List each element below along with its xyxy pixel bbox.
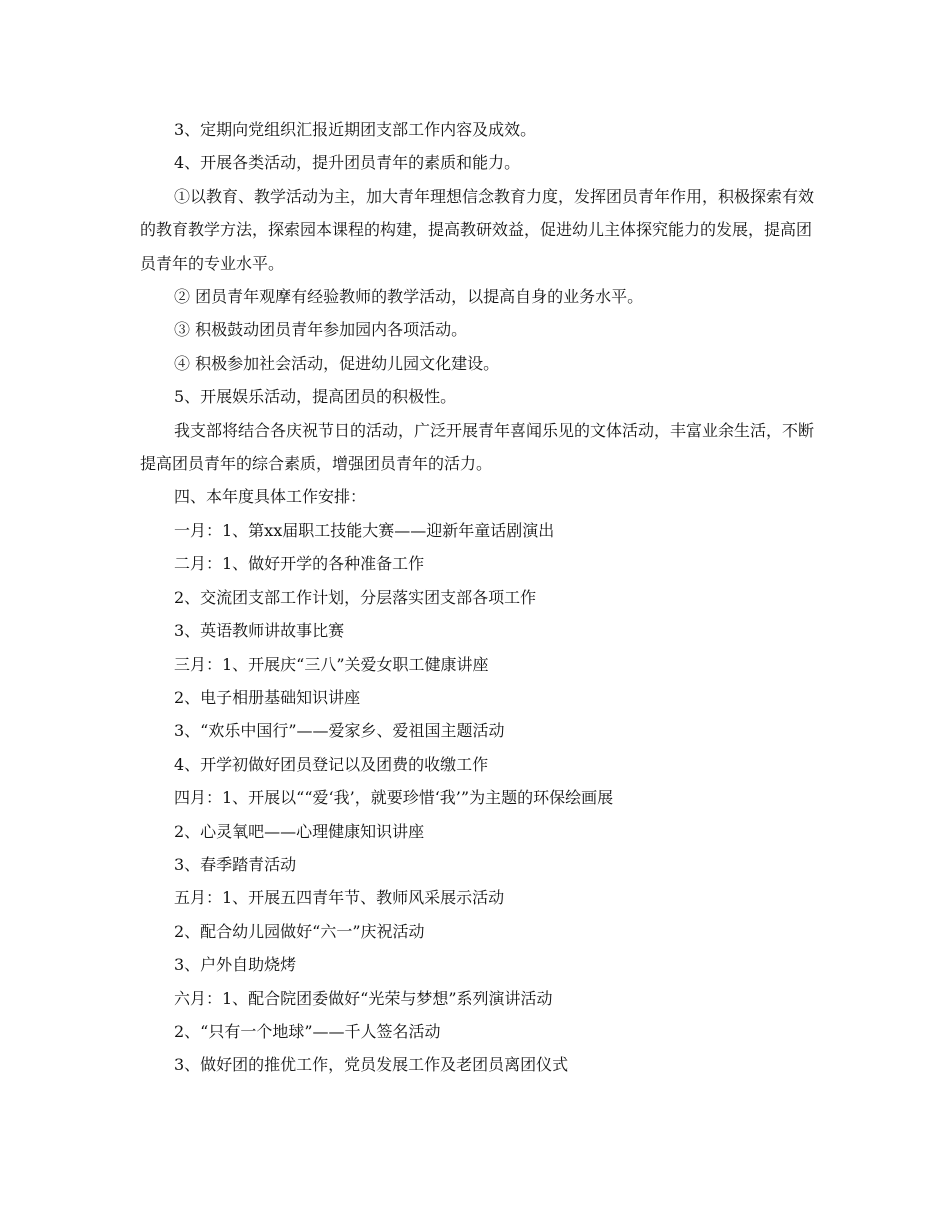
paragraph: 3、定期向党组织汇报近期团支部工作内容及成效。	[174, 120, 537, 139]
paragraph: 4、开展各类活动，提升团员青年的素质和能力。	[174, 153, 521, 173]
paragraph: ③ 积极鼓动团员青年参加园内各项活动。	[174, 320, 468, 340]
document-body	[140, 113, 820, 1082]
paragraph: 2、配合幼儿园做好“六一”庆祝活动	[174, 921, 425, 941]
paragraph: 5、开展娱乐活动，提高团员的积极性。	[174, 387, 457, 407]
paragraph: 四月：1、开展以““爱‘我’，就要珍惜‘我’”为主题的环保绘画展	[174, 788, 614, 808]
paragraph: ④ 积极参加社会活动，促进幼儿园文化建设。	[174, 353, 500, 373]
paragraph: ①以教育、教学活动为主，加大青年理想信念教育力度，发挥团员青年作用，积极探索有效的教育教学方法，探索园本课程的构建，提高教研效益，促进幼儿主体探究能力的发展，提高团员青年的专业水平。	[140, 186, 815, 273]
paragraph: 2、电子相册基础知识讲座	[174, 687, 361, 707]
paragraph: 2、“只有一个地球”——千人签名活动	[174, 1021, 441, 1041]
paragraph: 3、做好团的推优工作，党员发展工作及老团员离团仪式	[174, 1055, 569, 1075]
paragraph: 3、“欢乐中国行”——爱家乡、爱祖国主题活动	[174, 721, 505, 741]
paragraph: 三月：1、开展庆“三八”关爱女职工健康讲座	[174, 654, 489, 674]
paragraph: 我支部将结合各庆祝节日的活动，广泛开展青年喜闻乐见的文体活动，丰富业余生活，不断提高团员青年的综合素质，增强团员青年的活力。	[140, 420, 815, 474]
paragraph: ② 团员青年观摩有经验教师的教学活动，以提高自身的业务水平。	[174, 287, 644, 307]
paragraph: 2、交流团支部工作计划，分层落实团支部各项工作	[174, 587, 537, 607]
paragraph: 3、春季踏青活动	[174, 854, 297, 874]
paragraph: 4、开学初做好团员登记以及团费的收缴工作	[174, 754, 489, 774]
paragraph: 一月：1、第xx届职工技能大赛——迎新年童话剧演出	[174, 520, 555, 540]
paragraph: 五月：1、开展五四青年节、教师风采展示活动	[174, 888, 505, 908]
paragraph: 3、英语教师讲故事比赛	[174, 621, 345, 641]
paragraph: 二月：1、做好开学的各种准备工作	[174, 554, 425, 574]
paragraph: 2、心灵氧吧——心理健康知识讲座	[174, 821, 425, 841]
paragraph: 六月：1、配合院团委做好“光荣与梦想”系列演讲活动	[174, 988, 553, 1008]
section-heading: 四、本年度具体工作安排：	[174, 487, 367, 507]
paragraph: 3、户外自助烧烤	[174, 955, 297, 975]
